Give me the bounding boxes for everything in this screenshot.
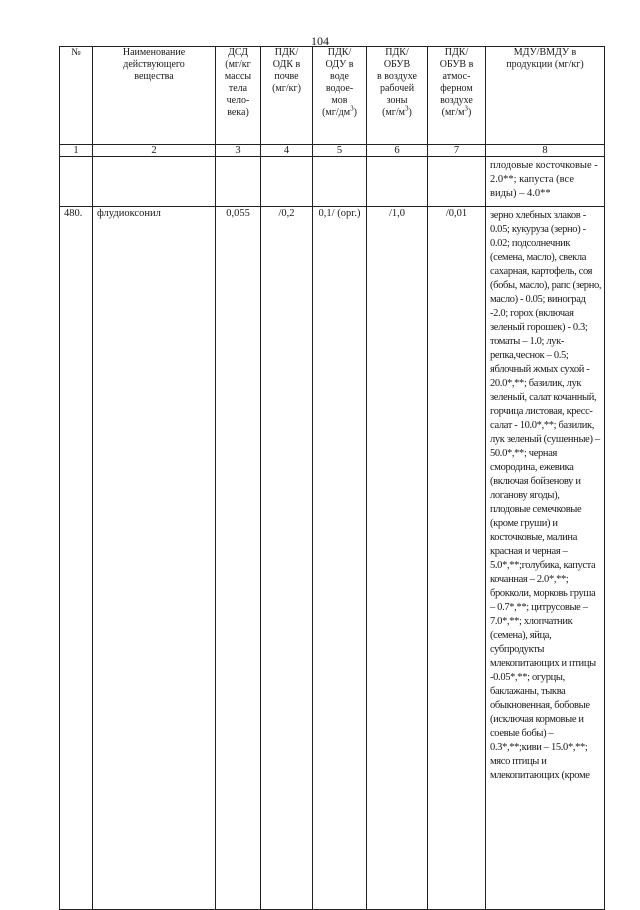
column-numbers-row xyxy=(60,145,605,157)
column-number: 7 xyxy=(428,145,486,157)
header-pdk-soil: ПДК/ ОДК в почве (мг/кг) xyxy=(261,47,313,145)
header-pdk-atmosphere: ПДК/ ОБУВ в атмос- ферном воздухе $(мг/м^3)$ xyxy=(428,47,486,145)
substances-table xyxy=(59,46,605,910)
header-dsd: ДСД (мг/кг массы тела чело- века) xyxy=(216,47,261,145)
substance-name: флудиоксонил xyxy=(93,207,216,910)
column-number: 5 xyxy=(313,145,367,157)
header-row xyxy=(60,47,605,145)
mdu-value: зерно хлебных злаков - 0.05; кукуруза (зерно) - 0.02; подсолнечник (семена, масло), свекла сахарная, картофель, соя (бобы, масло), рапс (зерно, масло) - 0.05; виноград -2.0; горох (включая зеленый горошек) - 0.3; томаты – 1.0; лук-репка,чеснок – 0.5; яблочный жмых сухой - 20.0*,**; базилик, лук зеленый, салат кочанный, горчица листовая, кресс-салат - 10.0*,**; базилик, лук зеленый (сушенные) – 50.0*,**; черная смородина, ежевика (включая бойзенову и логанову ягоды), плодовые семечковые (кроме груши) и косточковые, малина красная и черная – 5.0*,**;голубика, капуста кочанная – 2.0*,**; брокколи, морковь груша – 0.7*,**; цитрусовые – 7.0*,**; хлопчатник (семена), яйца, субпродукты млекопитающих и птицы -0.05*,**; огурцы, баклажаны, тыква обыкновенная, бобовые (исключая кормовые и соевые бобы) – 0.3*,**;киви – 15.0*,**; мясо птицы и млекопитающих (кроме xyxy=(486,207,605,910)
header-pdk-water: ПДК/ ОДУ в воде водое- мов $(мг/дм^3)$ xyxy=(313,47,367,145)
pdk-water-value: 0,1/ (орг.) xyxy=(313,207,367,910)
header-num: № xyxy=(60,47,93,145)
column-number: 2 xyxy=(93,145,216,157)
column-number: 8 xyxy=(486,145,605,157)
header-mdu: МДУ/ВМДУ в продукции (мг/кг) xyxy=(486,47,605,145)
pdk-soil-value: /0,2 xyxy=(261,207,313,910)
column-number: 1 xyxy=(60,145,93,157)
dsd-value: 0,055 xyxy=(216,207,261,910)
header-pdk-work-zone: ПДК/ ОБУВ в воздухе рабочей зоны $(мг/м^3)$ xyxy=(367,47,428,145)
pdk-work-zone-value: /1,0 xyxy=(367,207,428,910)
page-number: 104 xyxy=(311,34,329,48)
header-substance: Наименование действующего вещества xyxy=(93,47,216,145)
row-number: 480. xyxy=(60,207,93,910)
continuation-mdu: плодовые косточковые - 2.0**; капуста (все виды) – 4.0** xyxy=(486,157,605,207)
column-number: 4 xyxy=(261,145,313,157)
column-number: 6 xyxy=(367,145,428,157)
pdk-atmosphere-value: /0,01 xyxy=(428,207,486,910)
table-row xyxy=(60,207,605,910)
column-number: 3 xyxy=(216,145,261,157)
continuation-row xyxy=(60,157,605,207)
